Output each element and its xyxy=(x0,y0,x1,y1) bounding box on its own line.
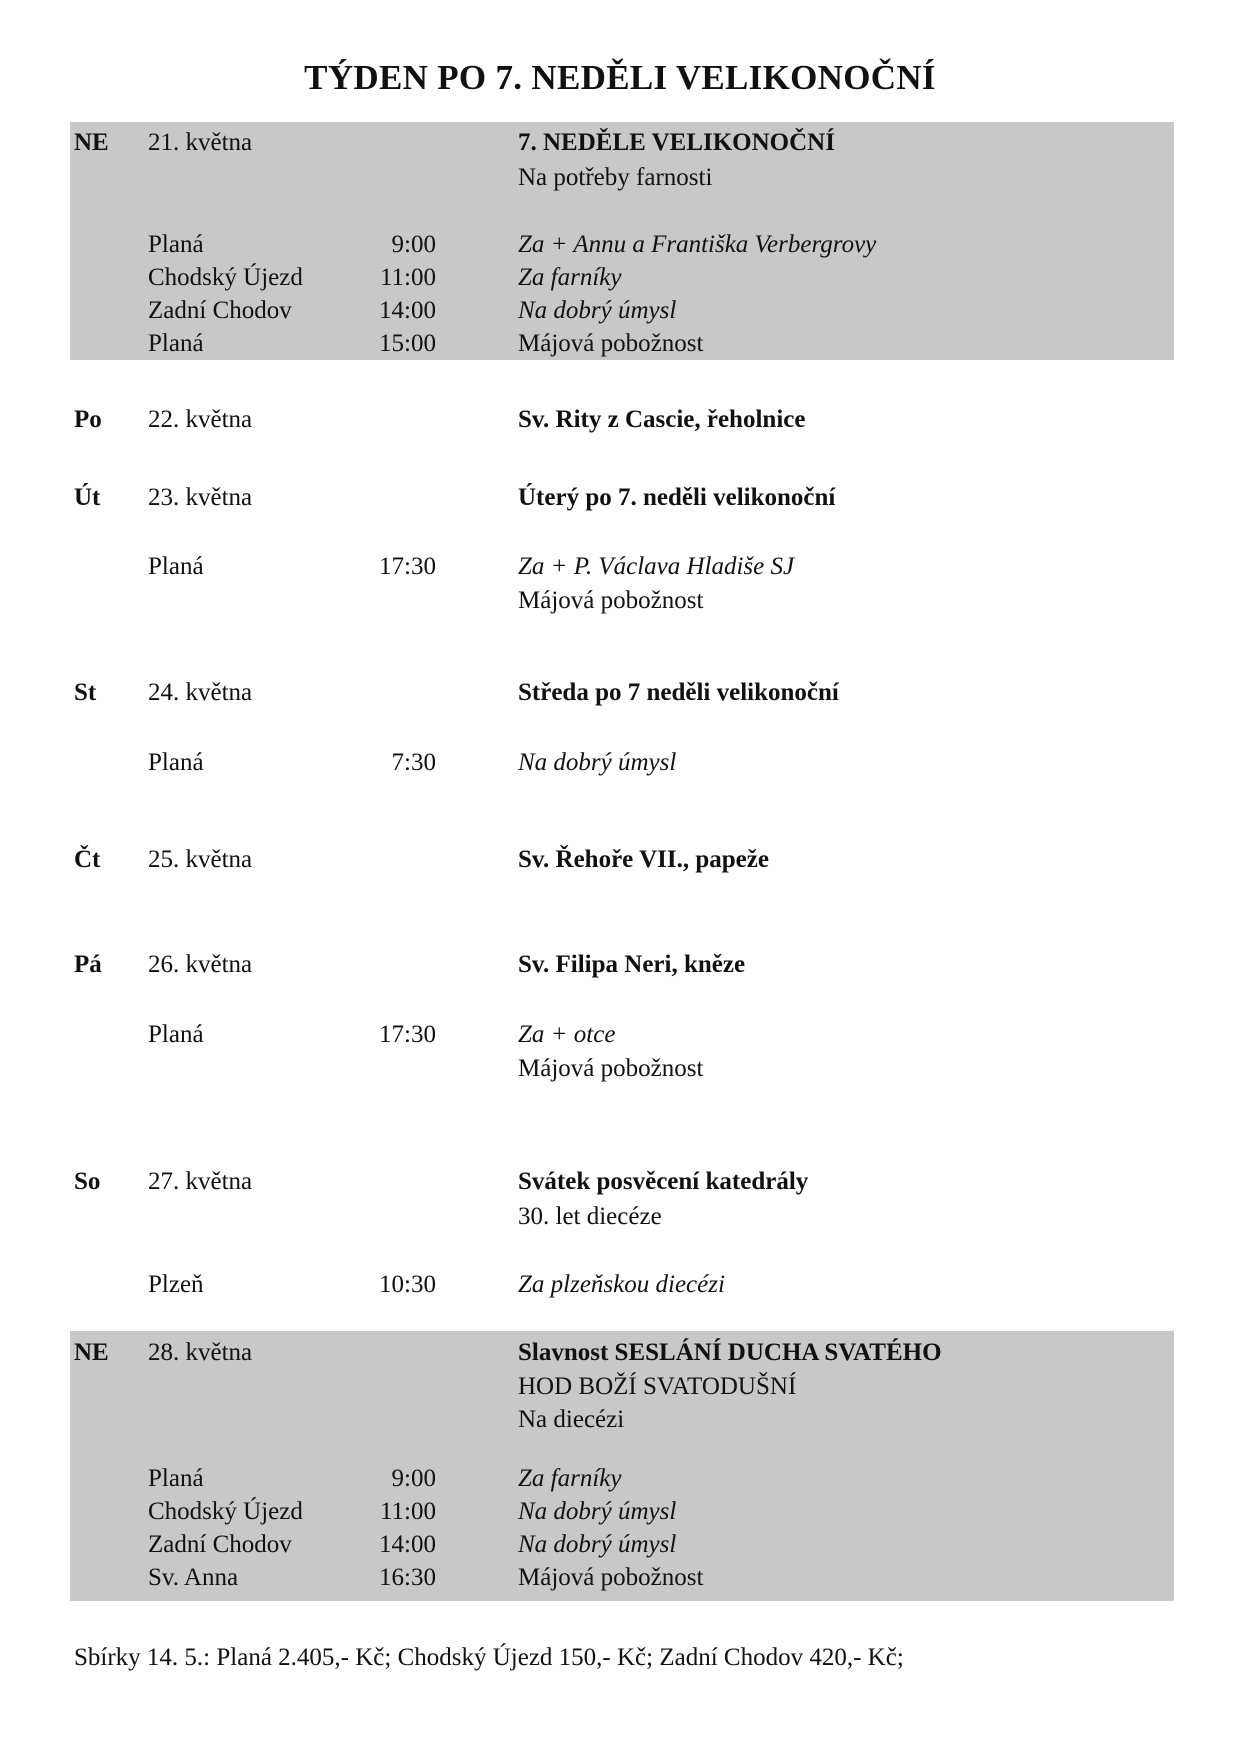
mass-place: Chodský Újezd xyxy=(148,1498,303,1525)
day-abbrev: NE xyxy=(74,1339,109,1366)
mass-intention: Za + otce xyxy=(518,1021,616,1048)
mass-intention: Za + P. Václava Hladiše SJ xyxy=(518,553,795,580)
mass-intention: Za farníky xyxy=(518,264,622,291)
mass-time: 11:00 xyxy=(379,264,436,291)
day-date: 25. května xyxy=(148,846,253,873)
feast-title: Středa po 7 neděli velikonoční xyxy=(518,679,839,706)
feast-title: Sv. Rity z Cascie, řeholnice xyxy=(518,406,806,433)
day-date: 21. května xyxy=(148,129,253,156)
mass-intention: Za farníky xyxy=(518,1465,622,1492)
mass-intention: Na dobrý úmysl xyxy=(518,749,677,776)
day-date: 26. května xyxy=(148,951,253,978)
mass-place: Plzeň xyxy=(148,1271,204,1298)
day-abbrev: St xyxy=(74,679,97,706)
day-abbrev: Pá xyxy=(74,951,102,978)
feast-title: Sv. Řehoře VII., papeže xyxy=(518,846,769,873)
page-title: TÝDEN PO 7. NEDĚLI VELIKONOČNÍ xyxy=(304,58,936,97)
day-abbrev: Čt xyxy=(74,846,101,873)
mass-intention: Májová pobožnost xyxy=(518,330,704,357)
day-abbrev: So xyxy=(74,1168,101,1195)
day-date: 23. května xyxy=(148,484,253,511)
mass-intention: Na dobrý úmysl xyxy=(518,1531,677,1558)
feast-title: 7. NEDĚLE VELIKONOČNÍ xyxy=(518,129,835,156)
feast-title: Úterý po 7. neděli velikonoční xyxy=(518,484,836,511)
mass-place: Zadní Chodov xyxy=(148,1531,292,1558)
mass-place: Zadní Chodov xyxy=(148,297,292,324)
mass-time: 7:30 xyxy=(391,749,436,776)
feast-note: Na potřeby farnosti xyxy=(518,164,713,191)
mass-place: Planá xyxy=(148,1465,204,1492)
mass-place: Planá xyxy=(148,330,204,357)
mass-time: 16:30 xyxy=(379,1564,436,1591)
mass-time: 17:30 xyxy=(379,1021,436,1048)
mass-time: 14:00 xyxy=(379,1531,436,1558)
mass-intention: Na dobrý úmysl xyxy=(518,1498,677,1525)
mass-place: Chodský Újezd xyxy=(148,264,303,291)
collections-footer: Sbírky 14. 5.: Planá 2.405,- Kč; Chodský Újezd 150,- Kč; Zadní Chodov 420,- Kč; xyxy=(74,1644,904,1671)
day-date: 28. května xyxy=(148,1339,253,1366)
day-date: 22. května xyxy=(148,406,253,433)
feast-title: Slavnost SESLÁNÍ DUCHA SVATÉHO xyxy=(518,1339,942,1366)
day-date: 27. května xyxy=(148,1168,253,1195)
mass-time: 14:00 xyxy=(379,297,436,324)
mass-place: Planá xyxy=(148,231,204,258)
mass-intention: Májová pobožnost xyxy=(518,1564,704,1591)
mass-place: Planá xyxy=(148,553,204,580)
mass-time: 11:00 xyxy=(379,1498,436,1525)
day-date: 24. května xyxy=(148,679,253,706)
day-abbrev: NE xyxy=(74,129,109,156)
mass-time: 17:30 xyxy=(379,553,436,580)
mass-time: 9:00 xyxy=(391,231,436,258)
mass-intention: Za + Annu a Františka Verbergrovy xyxy=(518,231,877,258)
mass-time: 15:00 xyxy=(379,330,436,357)
mass-place: Planá xyxy=(148,1021,204,1048)
mass-intention: Za plzeňskou diecézi xyxy=(518,1271,725,1298)
feast-title: Sv. Filipa Neri, kněze xyxy=(518,951,746,978)
mass-intention: Na dobrý úmysl xyxy=(518,297,677,324)
mass-time: 10:30 xyxy=(379,1271,436,1298)
feast-note: Na diecézi xyxy=(518,1406,625,1433)
mass-extra: Májová pobožnost xyxy=(518,1055,704,1082)
feast-title: Svátek posvěcení katedrály xyxy=(518,1168,809,1195)
feast-note: HOD BOŽÍ SVATODUŠNÍ xyxy=(518,1373,797,1400)
mass-extra: Májová pobožnost xyxy=(518,587,704,614)
feast-note: 30. let diecéze xyxy=(518,1203,662,1230)
mass-time: 9:00 xyxy=(391,1465,436,1492)
mass-place: Sv. Anna xyxy=(148,1564,239,1591)
day-abbrev: Po xyxy=(74,406,102,433)
mass-place: Planá xyxy=(148,749,204,776)
day-abbrev: Út xyxy=(74,484,101,511)
